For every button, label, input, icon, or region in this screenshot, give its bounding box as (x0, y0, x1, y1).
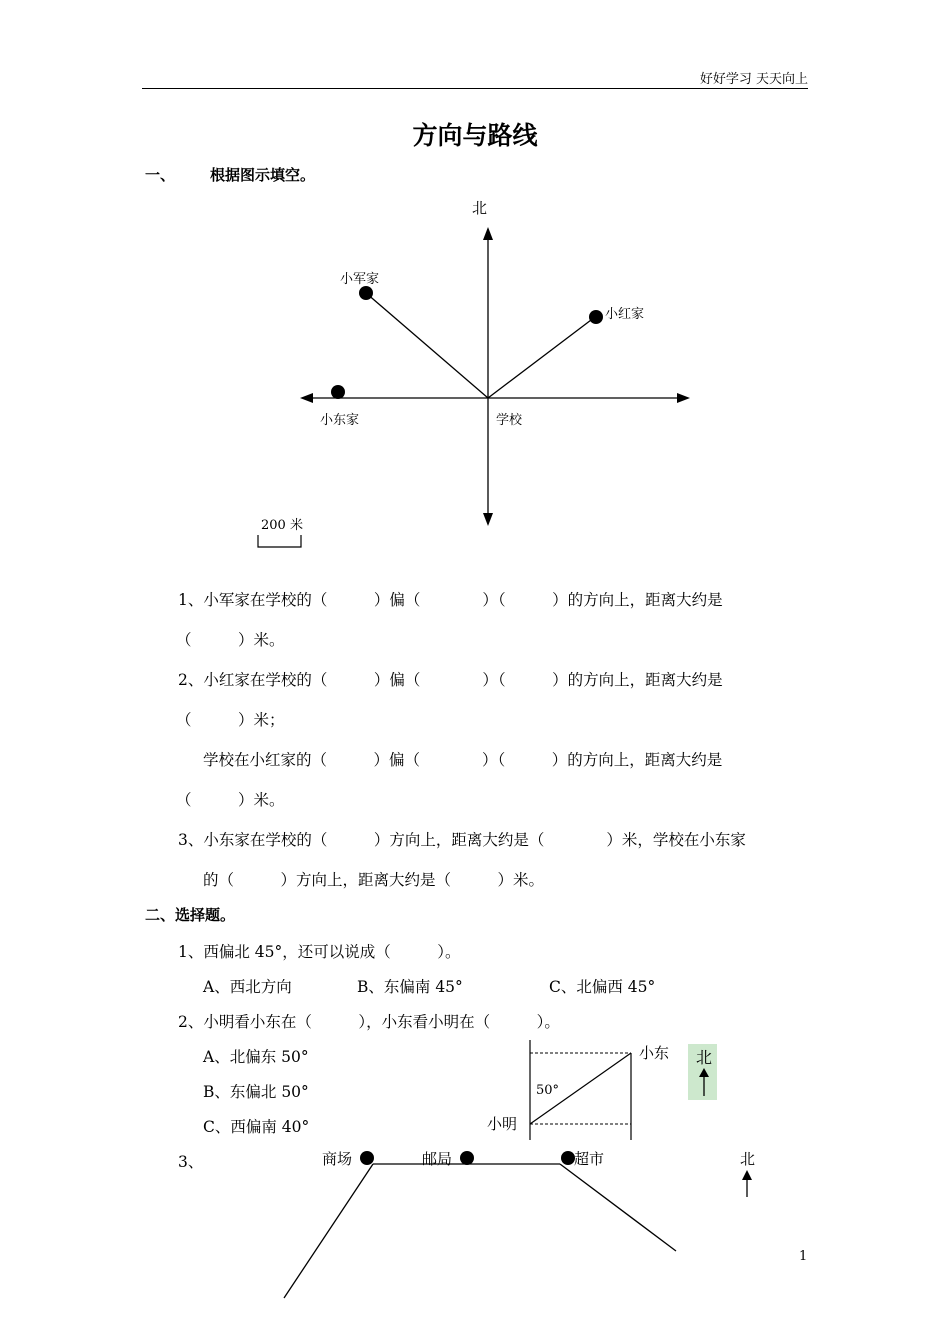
market-label: 超市 (574, 1150, 605, 1168)
road-right (560, 1164, 676, 1251)
s2-q1-stem: 1、西偏北 45°，还可以说成（ ）。 (178, 943, 461, 961)
s2-q2-stem: 2、小明看小东在（ ），小东看小明在（ ）。 (178, 1013, 560, 1031)
route-diagram (270, 1140, 770, 1310)
route-north-label: 北 (740, 1150, 756, 1168)
header-motto: 好好学习 天天向上 (699, 72, 808, 87)
s2-q2-option-b: B、东偏北 50° (203, 1083, 309, 1101)
s1-q2-line4: （ ）米。 (176, 791, 285, 809)
s2-q3-number: 3、 (178, 1153, 204, 1171)
west-arrowhead (300, 393, 313, 403)
line-to-xiaohong (488, 317, 595, 398)
s1-q2-line2: （ ）米； (176, 711, 285, 729)
post-office-dot (460, 1151, 474, 1165)
post-office-label: 邮局 (422, 1150, 453, 1168)
route-north-arrowhead (742, 1170, 752, 1180)
s1-q2-line1: 2、小红家在学校的（ ）偏（ ）（ ）的方向上，距离大约是 (178, 671, 723, 689)
east-arrowhead (677, 393, 690, 403)
s2-q2-option-a: A、北偏东 50° (203, 1048, 309, 1066)
line-to-xiaojun (366, 293, 488, 398)
xiaojun-label: 小军家 (340, 272, 380, 287)
s2-q1-option-b: B、东偏南 45° (357, 978, 463, 996)
north-indicator-label: 北 (696, 1048, 713, 1067)
south-arrowhead (483, 513, 493, 526)
angle-label: 50° (536, 1083, 560, 1098)
mall-dot (360, 1151, 374, 1165)
north-label: 北 (472, 199, 488, 217)
section-1-number: 一、 (145, 166, 176, 184)
s1-q1-line2: （ ）米。 (176, 631, 285, 649)
s2-q2-option-c: C、西偏南 40° (203, 1118, 310, 1136)
north-arrowhead (483, 227, 493, 240)
section-2-heading: 二、选择题。 (145, 906, 236, 924)
scale-label: 200 米 (261, 518, 303, 533)
page-title: 方向与路线 (412, 121, 538, 150)
xiaojun-dot (359, 286, 373, 300)
s1-q2-line3: 学校在小红家的（ ）偏（ ）（ ）的方向上，距离大约是 (203, 751, 723, 769)
xiaohong-label: 小红家 (605, 307, 645, 322)
xiaodong-dot (331, 385, 345, 399)
xiaodong-fig-label: 小东 (639, 1044, 670, 1062)
s2-q1-option-c: C、北偏西 45° (549, 978, 656, 996)
market-dot (561, 1151, 575, 1165)
road-left (284, 1164, 373, 1298)
mall-label: 商场 (322, 1150, 353, 1168)
xiaoming-fig-label: 小明 (487, 1115, 518, 1133)
xiaodong-label: 小东家 (320, 413, 360, 428)
scale-bar (258, 535, 301, 547)
header-rule (142, 88, 808, 89)
page-number: 1 (799, 1249, 808, 1264)
school-label: 学校 (496, 413, 523, 428)
s1-q3-line2: 的（ ）方向上，距离大约是（ ）米。 (203, 871, 545, 889)
compass-diagram (0, 190, 950, 560)
s1-q3-line1: 3、小东家在学校的（ ）方向上，距离大约是（ ）米，学校在小东家 (178, 831, 746, 849)
s2-q1-option-a: A、西北方向 (203, 978, 292, 996)
s1-q1-line1: 1、小军家在学校的（ ）偏（ ）（ ）的方向上，距离大约是 (178, 591, 723, 609)
xiaohong-dot (589, 310, 603, 324)
section-1-heading: 根据图示填空。 (210, 166, 316, 184)
angle-diagram (470, 1035, 730, 1145)
